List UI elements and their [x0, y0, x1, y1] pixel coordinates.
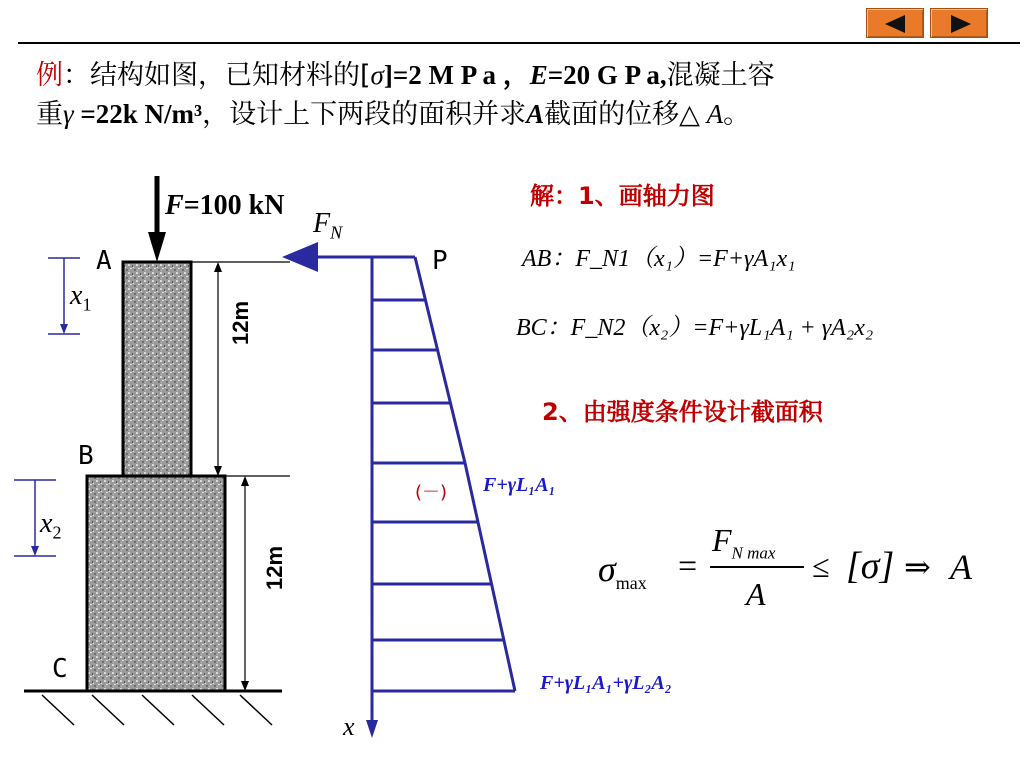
- formula-sigma-max: $\sigma_{max}$: [598, 549, 647, 594]
- fraction-bar: [710, 566, 804, 568]
- x-axis-arrow: [366, 720, 378, 738]
- formula-result: A: [950, 547, 972, 587]
- solution-step-1: 解：1、画轴力图: [530, 182, 715, 210]
- upper-length-label: 12m: [228, 300, 253, 345]
- formula-sigma-allow: [σ]: [846, 545, 895, 587]
- load-label: F=100 kN: [165, 190, 285, 221]
- lower-length-label: 12m: [262, 545, 287, 590]
- formula-equals: =: [678, 548, 698, 585]
- fn-label: $F_N$: [313, 208, 343, 243]
- load-arrow-head: [148, 232, 166, 262]
- lower-column: [87, 476, 225, 691]
- sign-label: (－): [415, 482, 448, 503]
- point-p-label: P: [432, 246, 448, 276]
- formula-numerator: $F_{N max}$: [712, 522, 776, 563]
- next-slide-button[interactable]: [930, 8, 988, 38]
- example-label: 例: [36, 60, 63, 91]
- triangle-left-icon: [867, 9, 925, 39]
- problem-line-2: 重γ =22k N/m³，设计上下两段的面积并求A截面的位移△ A。: [36, 99, 751, 130]
- force-label-mid: F+γL₁A₁: [483, 474, 556, 496]
- x1-label: $x_1$: [70, 280, 92, 315]
- title-divider: [18, 42, 1020, 44]
- solution-step-2: 2、由强度条件设计截面积: [542, 398, 823, 426]
- axial-force-diagram: [288, 257, 515, 728]
- prev-slide-button[interactable]: [866, 8, 924, 38]
- x-axis-label: x: [343, 712, 355, 741]
- point-c-label: C: [52, 654, 68, 684]
- point-b-label: B: [78, 441, 94, 471]
- equation-bc: BC：F_N2（x₂）=F+γL₁A₁ + γA₂x₂: [516, 315, 874, 341]
- point-a-label: A: [96, 246, 112, 276]
- formula-le: ≤: [812, 548, 830, 584]
- problem-line-1: 例：结构如图，已知材料的[σ]=2 M P a ，E=20 G P a,混凝土容: [36, 60, 775, 91]
- problem-statement: [36, 56, 1006, 134]
- ground-hatch: [42, 695, 272, 725]
- formula-implies: ⇒: [904, 549, 931, 585]
- x2-label: $x_2$: [40, 508, 62, 543]
- upper-column: [123, 262, 191, 476]
- force-label-bottom: F+γL₁A₁+γL₂A₂: [540, 672, 672, 694]
- formula-denominator: A: [746, 576, 766, 612]
- equation-ab: AB：F_N1（x₁）=F+γA₁x₁: [522, 246, 796, 272]
- triangle-right-icon: [931, 9, 989, 39]
